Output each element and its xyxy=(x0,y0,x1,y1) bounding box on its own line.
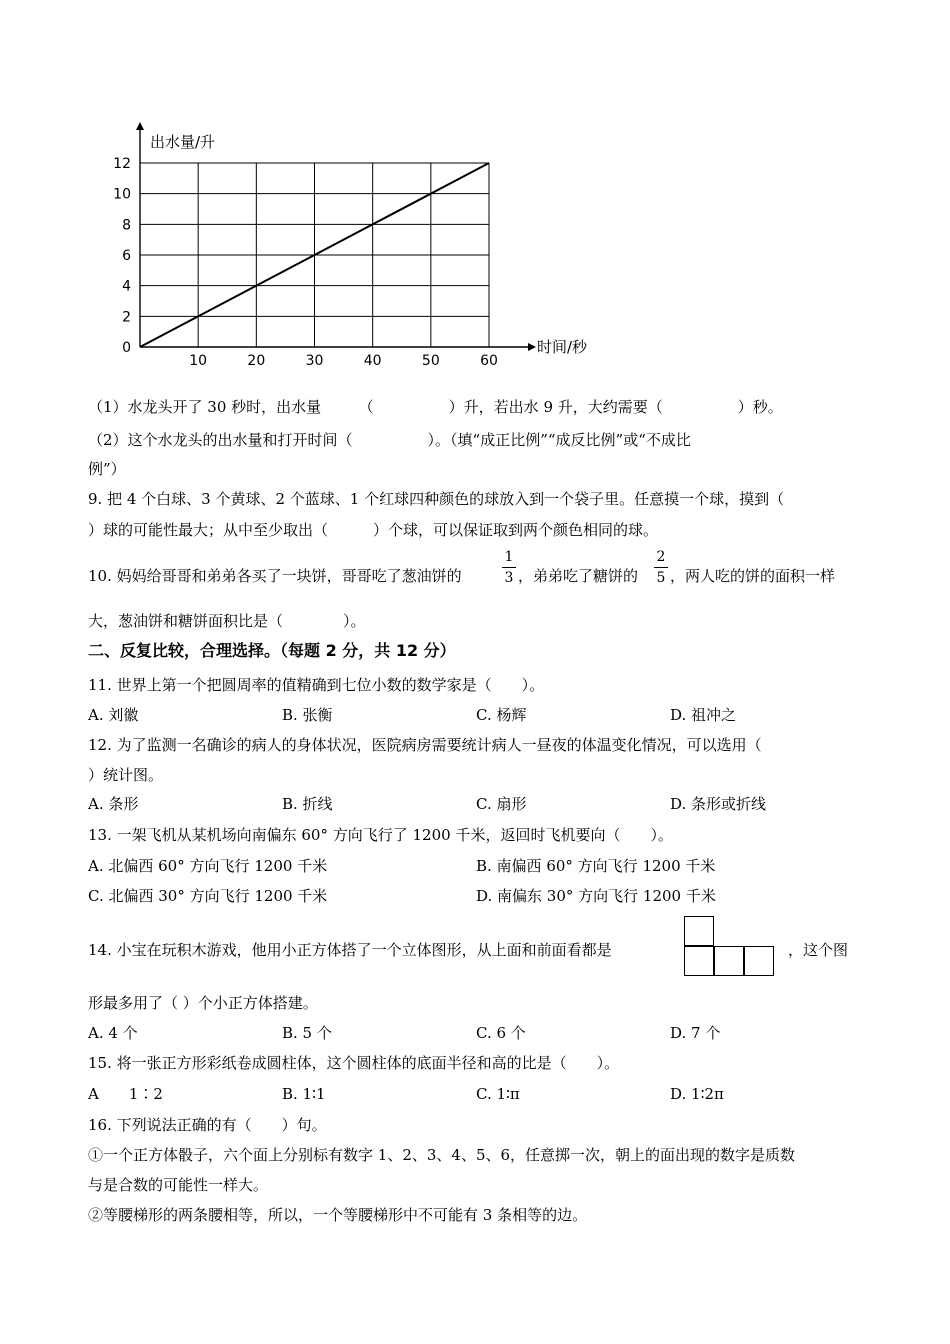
cube-square xyxy=(714,946,744,976)
q11-stem: 11. 世界上第一个把圆周率的值精确到七位小数的数学家是（ ）。 xyxy=(88,676,545,694)
y-tick-label: 4 xyxy=(122,278,131,295)
q12-option-c: C. 扇形 xyxy=(476,795,527,813)
fraction-bar xyxy=(502,567,516,568)
y-tick-label: 8 xyxy=(122,217,131,234)
q9-line2: ）球的可能性最大；从中至少取出（ ）个球，可以保证取到两个颜色相同的球。 xyxy=(88,521,659,539)
q12-line2: ）统计图。 xyxy=(88,766,164,784)
q11-option-c: C. 杨辉 xyxy=(476,706,527,724)
q8-sub1: （1）水龙头开了 30 秒时，出水量 （ ）升，若出水 9 升，大约需要（ ）秒。 xyxy=(88,398,783,416)
x-tick-label: 60 xyxy=(480,353,498,369)
q16-stem: 16. 下列说法正确的有（ ）句。 xyxy=(88,1116,327,1134)
q16-statement-2: ②等腰梯形的两条腰相等，所以，一个等腰梯形中不可能有 3 条相等的边。 xyxy=(88,1206,588,1224)
x-tick-label: 40 xyxy=(363,353,382,369)
y-tick-label: 12 xyxy=(113,156,131,172)
x-tick-label: 20 xyxy=(247,353,266,369)
q13-option-b: B. 南偏西 60° 方向飞行 1200 千米 xyxy=(476,857,716,875)
y-tick-label: 2 xyxy=(122,309,131,326)
y-axis-label: 出水量/升 xyxy=(150,133,216,151)
x-axis-label: 时间/秒 xyxy=(537,338,588,356)
q10-frac1-numerator: 1 xyxy=(504,549,514,565)
q15-stem: 15. 将一张正方形彩纸卷成圆柱体，这个圆柱体的底面半径和高的比是（ ）。 xyxy=(88,1054,620,1072)
q11-option-d: D. 祖冲之 xyxy=(670,706,737,724)
x-axis-arrow xyxy=(528,343,536,351)
q12-option-a: A. 条形 xyxy=(88,795,139,813)
q15-option-b: B. 1∶1 xyxy=(282,1085,326,1103)
section-2-title: 二、反复比较，合理选择。（每题 2 分，共 12 分） xyxy=(88,641,456,660)
q14-option-a: A. 4 个 xyxy=(88,1024,138,1042)
q10-part2: ，弟弟吃了糖饼的 xyxy=(518,567,639,585)
y-tick-label: 6 xyxy=(122,248,131,264)
y-tick-label: 0 xyxy=(122,340,131,356)
q9-line1: 9. 把 4 个白球、3 个黄球、2 个蓝球、1 个红球四种颜色的球放入到一个袋子里。任意摸一个球，摸到（ xyxy=(88,490,785,508)
x-tick-label: 10 xyxy=(189,353,208,369)
q13-option-c: C. 北偏西 30° 方向飞行 1200 千米 xyxy=(88,887,328,905)
cube-square xyxy=(744,946,774,976)
q14-option-b: B. 5 个 xyxy=(282,1024,332,1042)
q10-frac2-numerator: 2 xyxy=(656,549,666,565)
q16-statement-1-line1: ①一个正方体骰子，六个面上分别标有数字 1、2、3、4、5、6，任意掷一次，朝上的面出现的数字是质数 xyxy=(88,1146,796,1164)
q8-sub2-line1: （2）这个水龙头的出水量和打开时间（ ）。（填“成正比例”“成反比例”或“不成比 xyxy=(88,431,691,449)
x-tick-label: 50 xyxy=(421,353,440,369)
q13-stem: 13. 一架飞机从某机场向南偏东 60° 方向飞行了 1200 千米，返回时飞机要向（ ）。 xyxy=(88,826,673,844)
q10-line2: 大，葱油饼和糖饼面积比是（ ）。 xyxy=(88,612,366,630)
q14-option-d: D. 7 个 xyxy=(670,1024,721,1042)
q10-part1: 10. 妈妈给哥哥和弟弟各买了一块饼，哥哥吃了葱油饼的 xyxy=(88,567,462,585)
q10-fraction-2 xyxy=(654,549,668,586)
q14-part2: ，这个图 xyxy=(788,941,849,959)
q13-option-d: D. 南偏东 30° 方向飞行 1200 千米 xyxy=(476,887,716,905)
q11-option-b: B. 张衡 xyxy=(282,706,333,724)
cube-square xyxy=(684,916,714,946)
water-output-chart xyxy=(0,0,950,380)
q15-option-a: A 1∶2 xyxy=(88,1085,163,1103)
q11-option-a: A. 刘徽 xyxy=(88,706,139,724)
q16-statement-1-line2: 与是合数的可能性一样大。 xyxy=(88,1176,269,1194)
q15-option-d: D. 1∶2π xyxy=(670,1085,724,1103)
q14-line2: 形最多用了（ ）个小正方体搭建。 xyxy=(88,994,318,1012)
cube-square xyxy=(684,946,714,976)
q10-fraction-1 xyxy=(502,549,516,586)
y-tick-label: 10 xyxy=(113,186,131,203)
q10-frac1-denominator: 3 xyxy=(504,570,514,586)
q14-option-c: C. 6 个 xyxy=(476,1024,526,1042)
y-axis-arrow xyxy=(136,122,144,130)
q8-sub2-line2: 例”） xyxy=(88,460,126,478)
chart-axes xyxy=(136,122,588,356)
q13-option-a: A. 北偏西 60° 方向飞行 1200 千米 xyxy=(88,857,328,875)
q12-option-b: B. 折线 xyxy=(282,795,333,813)
q12-option-d: D. 条形或折线 xyxy=(670,795,767,813)
q10-frac2-denominator: 5 xyxy=(656,570,666,586)
cube-view-figure xyxy=(684,916,776,978)
q15-option-c: C. 1∶π xyxy=(476,1085,520,1103)
x-tick-label: 30 xyxy=(305,353,324,369)
q14-part1: 14. 小宝在玩积木游戏，他用小正方体搭了一个立体图形，从上面和前面看都是 xyxy=(88,941,612,959)
q10-part3: ，两人吃的饼的面积一样 xyxy=(670,567,836,585)
fraction-bar xyxy=(654,567,668,568)
q12-line1: 12. 为了监测一名确诊的病人的身体状况，医院病房需要统计病人一昼夜的体温变化情况，可以选用（ xyxy=(88,736,762,754)
